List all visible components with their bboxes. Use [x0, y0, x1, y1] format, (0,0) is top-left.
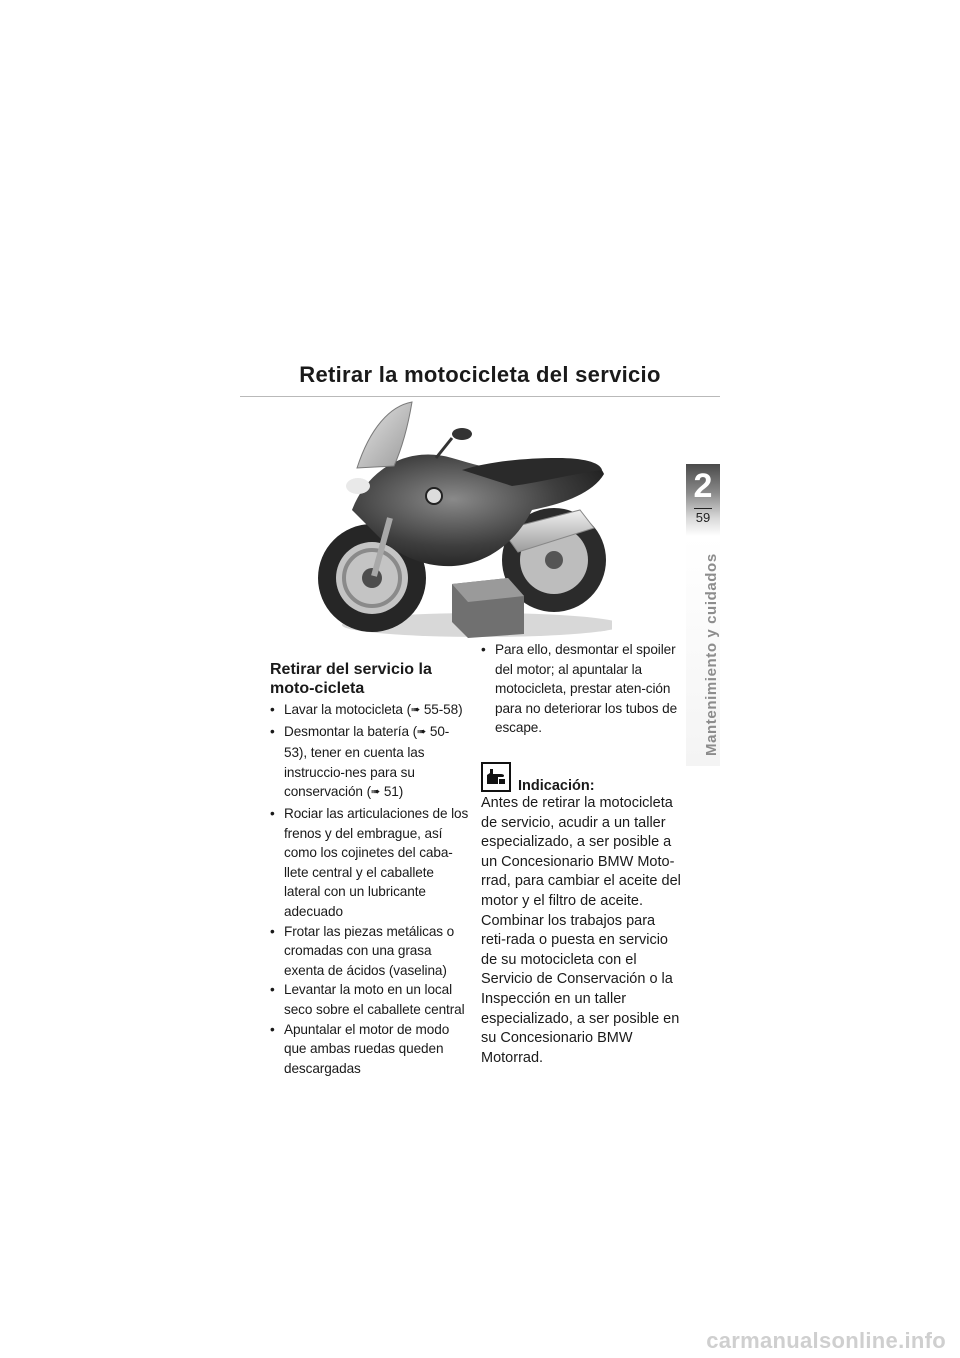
arrow-right-icon: ➠ [411, 704, 421, 716]
list-item: • Apuntalar el motor de modo que ambas ruedas queden descargadas [270, 1020, 470, 1079]
note-text: Antes de retirar la motocicleta de servicio, acudir a un taller especializado, a ser posible a un Concesionario BMW Moto-rrad, para cambiar el aceite del motor y el filtro de aceite. Combinar los trabajos para reti-rada o puesta en servicio de su motocicleta con el Servicio de Conservación o la Inspección en un taller especializado, a ser posible en su Concesionario BMW Motorrad. [481, 794, 681, 1066]
arrow-right-icon: ➠ [417, 725, 427, 738]
page-title: Retirar la motocicleta del servicio [299, 362, 661, 387]
arrow-right-icon: ➠ [371, 786, 381, 799]
steps-list [270, 700, 470, 1078]
left-column [270, 660, 470, 1078]
note-header [481, 762, 681, 792]
chapter-number: 2 [693, 467, 713, 505]
list-item: • Para ello, desmontar el spoiler del motor; al apuntalar la motocicleta, prestar aten-ción para no deteriorar los tubos de escape. [481, 640, 681, 738]
list-item: • Lavar la motocicleta (➠ 55-58) [270, 700, 470, 722]
list-item: • Levantar la moto en un local seco sobre el caballete central [270, 980, 470, 1019]
note-hand-icon [481, 762, 511, 792]
list-item: • Desmontar la batería (➠ 50-53), tener en cuenta las instruccio-nes para su conservación (➠ 51) [270, 722, 470, 804]
continued-list [481, 640, 681, 738]
chapter-divider [694, 508, 712, 509]
title-divider [240, 396, 720, 397]
list-item: • Frotar las piezas metálicas o cromadas con una grasa exenta de ácidos (vaselina) [270, 922, 470, 981]
note-label: Indicación: [518, 777, 595, 794]
page-number: 59 [695, 510, 711, 525]
right-column [481, 640, 681, 1068]
watermark: carmanualsonline.info [706, 1328, 946, 1353]
list-item: • Rociar las articulaciones de los frenos y del embrague, así como los cojinetes del caba-llete central y el caballete lateral con un lubricante adecuado [270, 804, 470, 922]
chapter-side-label: Mantenimiento y cuidados [703, 553, 720, 756]
motorcycle-photo [312, 400, 612, 640]
section-heading: Retirar del servicio la moto-cicleta [270, 661, 432, 697]
chapter-tab [686, 464, 720, 536]
